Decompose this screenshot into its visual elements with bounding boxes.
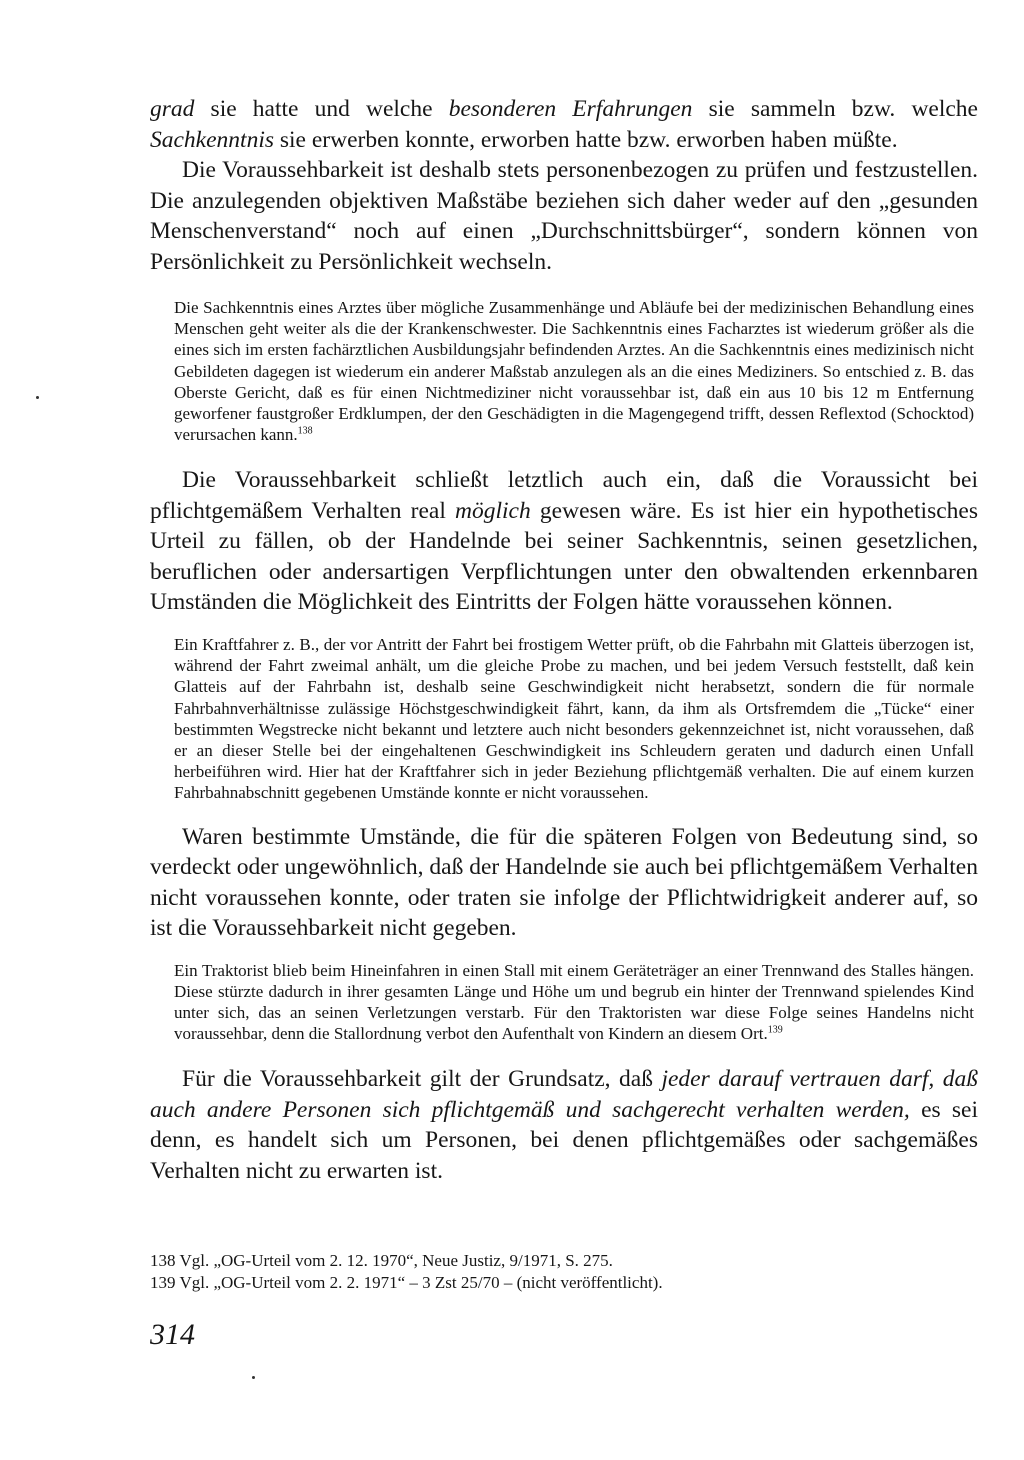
scan-speck [36, 396, 39, 399]
italic-term: jeder darauf vertrauen darf, daß auch andere Personen sich pflichtgemäß und sachgerecht verhalten werden, [150, 1066, 978, 1123]
footnotes [150, 1250, 978, 1294]
footnote-139: 139 Vgl. „OG-Urteil vom 2. 2. 1971“ – 3 Zst 25/70 – (nicht veröffentlicht). [150, 1273, 663, 1292]
paragraph-4: Waren bestimmte Umstände, die für die späteren Folgen von Bedeutung sind, so verdeckt oder ungewöhnlich, daß der Handelnde sie auch bei pflichtgemäßem Verhalten nicht voraussehen konnte, oder traten sie infolge der Pflichtwidrigkeit anderer auf, so ist die Voraussehbarkeit nicht gegeben. [150, 823, 978, 942]
page-body [150, 94, 978, 1186]
italic-term: grad [150, 96, 195, 122]
text-span: gewesen wäre. Es ist hier ein hypothetisches Urteil zu fällen, ob der Handelnde bei seiner Sachkenntnis, seinen gesetzlichen, beruflichen oder andersartigen Verpflichtungen unter den obwaltenden erkennbaren Umständen die Möglichkeit des Eintritts der Folgen hätte voraussehen können. [150, 497, 978, 616]
text-span: sie hatte und welche [194, 96, 449, 122]
example-1 [150, 297, 978, 445]
paragraph-1 [150, 94, 978, 155]
example-text: Die Sachkenntnis eines Arztes über mögliche Zusammenhänge und Abläufe bei der medizinischen Behandlung eines Menschen geht weiter als die der Krankenschwester. Die Sachkenntnis eines Facharztes ist wiederum größer als die eines sich im ersten fachärztlichen Ausbildungsjahr befindenden Arztes. An die Sachkenntnis eines medizinisch nicht Gebildeten dagegen ist wiederum ein anderer Maßstab anzulegen als an die eines Mediziners. So entschied z. B. das Oberste Gericht, daß es für einen Nichtmediziner nicht voraussehbar ist, daß ein aus 10 bis 12 m Entfernung geworfener faustgroßer Erdklumpen, der den Geschädigten in die Magengegend trifft, dessen Reflextod (Schocktod) verursachen kann. [174, 298, 974, 445]
scan-speck [252, 1376, 255, 1379]
text-span: es sei denn, es handelt sich um Personen, bei denen pflichtgemäßes oder sachgemäßes Verhalten nicht zu erwarten ist. [150, 1096, 978, 1184]
page-number: 314 [150, 1318, 195, 1351]
text-span: Die Voraussehbarkeit schließt letztlich auch ein, daß die Voraussicht bei pflichtgemäßem Verhalten real [150, 467, 978, 524]
text-span: sie sammeln bzw. welche [692, 96, 978, 122]
italic-term: besonderen Erfahrungen [448, 96, 693, 122]
example-text: Ein Traktorist blieb beim Hineinfahren in einen Stall mit einem Geräteträger an einer Trennwand des Stalles hängen. Diese stürzte dadurch in ihrer gesamten Länge und Höhe um und begrub ein hinter der Trennwand spielendes Kind unter sich, das an seinen Verletzungen verstarb. Für den Traktoristen war diese Folge seines Handelns nicht voraussehbar, denn die Stallordnung verbot den Aufenthalt von Kindern an diesem Ort. [174, 960, 974, 1044]
paragraph-3 [150, 465, 978, 618]
example-2: Ein Kraftfahrer z. B., der vor Antritt der Fahrt bei frostigem Wetter prüft, ob die Fahrbahn mit Glatteis überzogen ist, während der Fahrt zweimal anhält, um die gleiche Probe zu machen, und bei jedem Versuch feststellt, daß kein Glatteis auf der Fahrbahn ist, deshalb seine Geschwindigkeit nicht herabsetzt, sondern die für normale Fahrbahnverhältnisse zulässige Höchstgeschwindigkeit fährt, kann, da ihm als Ortsfremdem die „Tücke“ einer bestimmten Wegstrecke nicht bekannt und letztere auch nicht besonders gekennzeichnet ist, nicht voraussehen, daß er an dieser Stelle bei der eingehaltenen Geschwindigkeit ins Schleudern geraten und dadurch einen Unfall herbeiführen wird. Hier hat der Kraftfahrer sich in jeder Beziehung pflichtgemäß verhalten. Die auf einem kurzen Fahrbahnabschnitt gegebenen Umstände konnte er nicht voraussehen. [174, 634, 974, 803]
italic-term: Sachkenntnis [150, 126, 274, 153]
italic-term: möglich [455, 497, 531, 524]
paragraph-5 [150, 1064, 978, 1186]
example-3 [150, 960, 978, 1045]
footnote-ref: 139 [767, 1024, 783, 1036]
footnote-ref: 138 [297, 425, 313, 437]
text-span: Für die Voraussehbarkeit gilt der Grundsatz, daß [182, 1066, 662, 1093]
footnote-138: 138 Vgl. „OG-Urteil vom 2. 12. 1970“, Neue Justiz, 9/1971, S. 275. [150, 1251, 613, 1270]
text-span: sie erwerben konnte, erworben hatte bzw. erworben haben müßte. [274, 126, 898, 153]
paragraph-2: Die Voraussehbarkeit ist deshalb stets personenbezogen zu prüfen und festzustellen. Die anzulegenden objektiven Maßstäbe beziehen sich daher weder auf den „gesunden Menschenverstand“ noch auf einen „Durchschnittsbürger“, sondern können von Persönlichkeit zu Persönlichkeit wechseln. [150, 157, 978, 275]
